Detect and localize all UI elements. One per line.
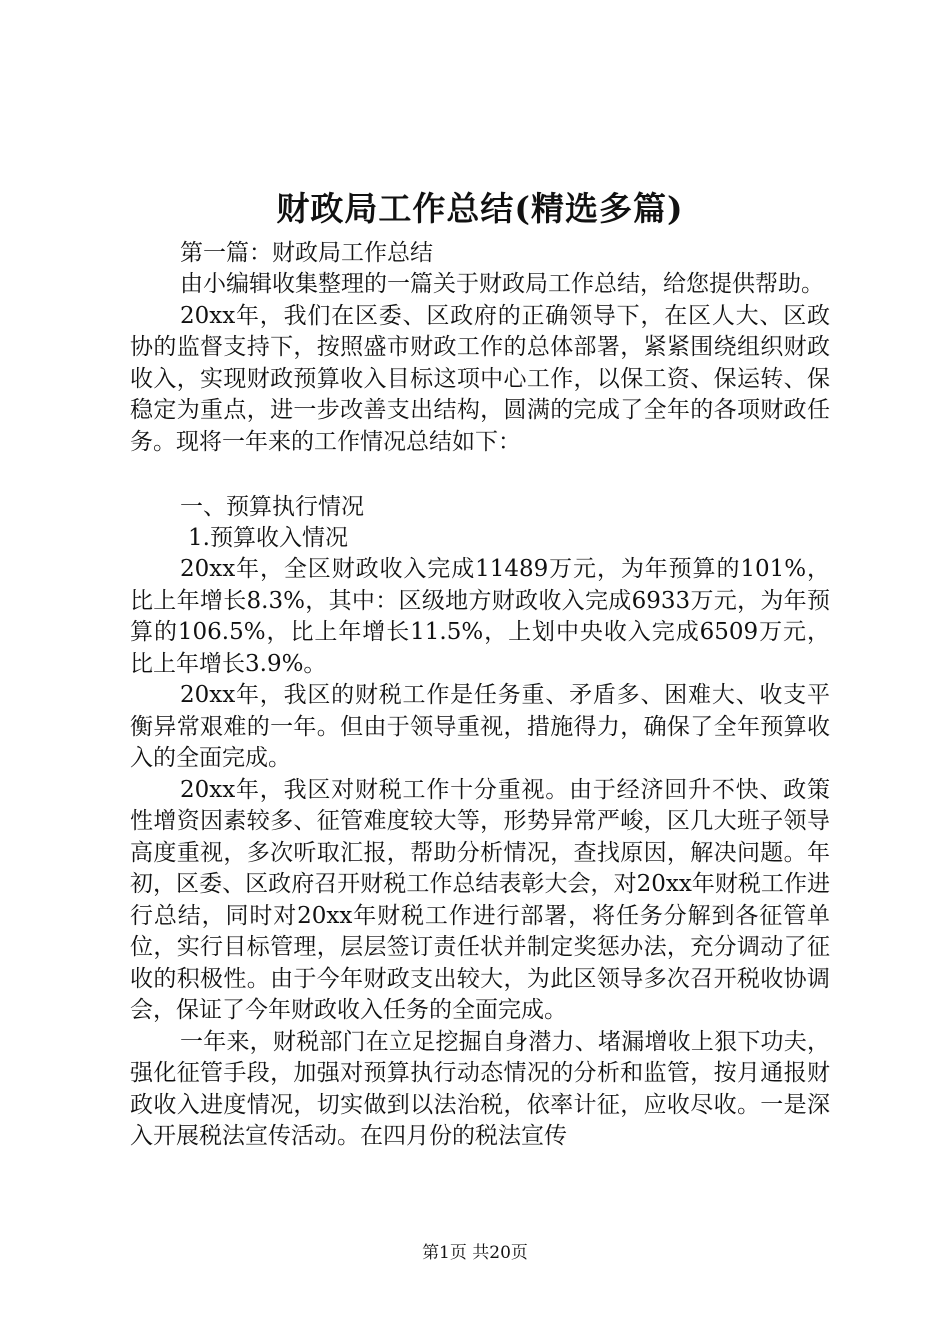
body-paragraph: 一年来，财税部门在立足挖掘自身潜力、堵漏增收上狠下功夫，强化征管手段，加强对预算执行动态情况的分析和监管，按月通报财政收入进度情况，切实做到以法治税，依率计征，应收尽收。一是深入开展税法宣传活动。在四月份的税法宣传 <box>130 1028 830 1149</box>
body-paragraph: 20xx年，全区财政收入完成11489万元，为年预算的101%，比上年增长8.3%，其中：区级地方财政收入完成6933万元，为年预算的106.5%，比上年增长11.5%，上划中央收入完成6509万元，比上年增长3.9%。 <box>130 556 830 677</box>
subsection-heading: 一、预算执行情况 <box>180 494 364 520</box>
body-paragraph: 20xx年，我们在区委、区政府的正确领导下，在区人大、区政协的监督支持下，按照盛市财政工作的总体部署，紧紧围绕组织财政收入，实现财政预算收入目标这项中心工作，以保工资、保运转、保稳定为重点，进一步改善支出结构，圆满的完成了全年的各项财政任务。现将一年来的工作情况总结如下： <box>130 302 830 455</box>
body-paragraph: 20xx年，我区对财税工作十分重视。由于经济回升不快、政策性增资因素较多、征管难度较大等，形势异常严峻，区几大班子领导高度重视，多次听取汇报，帮助分析情况，查找原因，解决问题。年初，区委、区政府召开财税工作总结表彰大会，对20xx年财税工作进行总结，同时对20xx年财税工作进行部署，将任务分解到各征管单位，实行目标管理，层层签订责任状并制定奖惩办法，充分调动了征收的积极性。由于今年财政支出较大，为此区领导多次召开税收协调会，保证了今年财政收入任务的全面完成。 <box>130 776 830 1023</box>
body-paragraph: 20xx年，我区的财税工作是任务重、矛盾多、困难大、收支平衡异常艰难的一年。但由于领导重视，措施得力，确保了全年预算收入的全面完成。 <box>130 682 830 771</box>
section-heading: 第一篇：财政局工作总结 <box>180 240 433 266</box>
document-body <box>130 184 830 1153</box>
intro-paragraph: 由小编辑收集整理的一篇关于财政局工作总结，给您提供帮助。 <box>180 271 824 297</box>
document-title: 财政局工作总结(精选多篇) <box>276 189 684 228</box>
page-footer: 第1页 共20页 <box>422 1243 528 1263</box>
subsection-subheading: 1.预算收入情况 <box>188 525 348 551</box>
blank-line <box>130 458 830 492</box>
